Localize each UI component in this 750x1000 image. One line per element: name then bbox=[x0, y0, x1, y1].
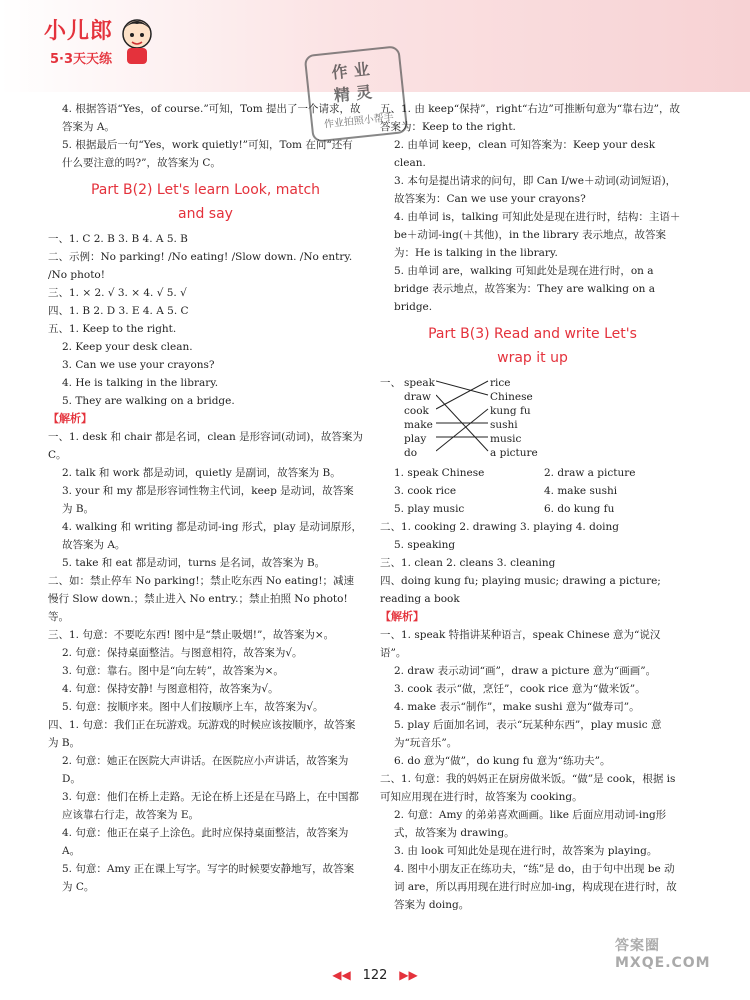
section-title-line: Part B(3) Read and write Let's bbox=[428, 326, 637, 342]
analysis-line: 三、1. 句意：不要吃东西! 图中是“禁止吸烟!”，故答案为×。 bbox=[48, 629, 335, 641]
answer-item: 2. draw a picture bbox=[544, 467, 636, 479]
answer-line: 三、1. × 2. √ 3. × 4. √ 5. √ bbox=[48, 287, 187, 299]
match-left-word: make bbox=[404, 419, 433, 431]
analysis-line: 3. 句意：靠右。图中是“向左转”，故答案为×。 bbox=[62, 665, 284, 677]
match-left-word: draw bbox=[404, 391, 431, 403]
match-right-word: rice bbox=[490, 377, 511, 389]
answer-line: 3. Can we use your crayons? bbox=[62, 359, 215, 371]
answer-line: 四、1. B 2. D 3. E 4. A 5. C bbox=[48, 305, 189, 317]
matching-prefix: 一、 bbox=[380, 377, 401, 389]
answer-line: 4. He is talking in the library. bbox=[62, 377, 219, 389]
analysis-line: 4. walking 和 writing 都是动词-ing 形式，play 是动词原形，故答案为 A。 bbox=[62, 521, 362, 551]
section-title-line: wrap it up bbox=[497, 350, 568, 366]
analysis-line: 一、1. desk 和 chair 都是名词，clean 是形容词(动词)，故答案为 C。 bbox=[48, 431, 363, 461]
answer-line bbox=[380, 464, 685, 482]
analysis-line: 2. 句意：保持桌面整洁。与图意相符，故答案为√。 bbox=[62, 647, 303, 659]
analysis-line: 3. 句意：他们在桥上走路。无论在桥上还是在马路上，在中国都应该靠右行走，故答案为 E。 bbox=[62, 791, 359, 821]
answer-line: 三、1. clean 2. cleans 3. cleaning bbox=[380, 557, 556, 569]
analysis-line: 2. talk 和 work 都是动词，quietly 是副词，故答案为 B。 bbox=[62, 467, 341, 479]
analysis-line: 2. 句意：Amy 的弟弟喜欢画画。like 后面应用动词-ing形式，故答案为 drawing。 bbox=[394, 809, 667, 839]
analysis-line: 4. 句意：他正在桌子上涂色。此时应保持桌面整洁，故答案为 A。 bbox=[62, 827, 349, 857]
right-column bbox=[380, 100, 685, 914]
prev-page-arrows: ◀◀ bbox=[332, 968, 351, 982]
match-right-word: a picture bbox=[490, 447, 538, 459]
match-right-word: kung fu bbox=[490, 405, 531, 417]
analysis-line: 4. make 表示“制作”，make sushi 意为“做寿司”。 bbox=[394, 701, 640, 713]
analysis-line: 二、如：禁止停车 No parking!；禁止吃东西 No eating!；减速慢行 Slow down.；禁止进入 No entry.；禁止拍照 No photo! 等。 bbox=[48, 575, 355, 623]
match-left-word: cook bbox=[404, 405, 429, 417]
analysis-line: 5. take 和 eat 都是动词，turns 是名词，故答案为 B。 bbox=[62, 557, 326, 569]
analysis-line: 3. 本句是提出请求的问句，即 Can I/we＋动词(动词短语)，故答案为：Can we use your crayons? bbox=[394, 175, 677, 205]
section-title-line: Part B(2) Let's learn Look, match bbox=[90, 182, 321, 198]
section-title-b2 bbox=[48, 178, 363, 226]
answer-line: 5. 根据最后一句“Yes，work quietly!”可知，Tom 在问“还有什么要注意的吗?”，故答案为 C。 bbox=[62, 139, 353, 169]
answer-line: 五、1. Keep to the right. bbox=[48, 323, 177, 335]
stamp-line-3: 作业拍照小帮手 bbox=[323, 112, 395, 131]
analysis-line: 5. play 后面加名词，表示“玩某种东西”，play music 意为“玩音乐”。 bbox=[394, 719, 662, 749]
analysis-line: 4. 句意：保持安静! 与图意相符，故答案为√。 bbox=[62, 683, 279, 695]
matching-diagram bbox=[380, 374, 685, 458]
match-left-word: speak bbox=[404, 377, 435, 389]
answer-item: 5. play music bbox=[394, 503, 465, 515]
next-page-arrows: ▶▶ bbox=[399, 968, 418, 982]
answer-item: 6. do kung fu bbox=[544, 503, 615, 515]
answer-line: 5. They are walking on a bridge. bbox=[62, 395, 235, 407]
stamp-line-2: 精灵 bbox=[333, 81, 379, 106]
analysis-line: 4. 图中小朋友正在练功夫，“练”是 do，由于句中出现 be 动词 are，所以再用现在进行时应加-ing，构成现在进行时，故答案为 doing。 bbox=[394, 863, 677, 911]
analysis-line: 2. draw 表示动词“画”，draw a picture 意为“画画”。 bbox=[394, 665, 657, 677]
answer-item: 3. cook rice bbox=[394, 485, 457, 497]
analysis-line: 2. 由单词 keep，clean 可知答案为：Keep your desk clean. bbox=[394, 139, 656, 169]
answer-line: 四、doing kung fu; playing music; drawing a picture; reading a book bbox=[380, 575, 661, 605]
left-column bbox=[48, 100, 363, 896]
analysis-line: 3. cook 表示“做，烹饪”，cook rice 意为“做米饭”。 bbox=[394, 683, 646, 695]
section-title-b3 bbox=[380, 322, 685, 370]
analysis-line: 3. your 和 my 都是形容词性物主代词，keep 是动词，故答案为 B。 bbox=[62, 485, 354, 515]
analysis-line: 5. 由单词 are，walking 可知此处是现在进行时，on a bridge 表示地点，故答案为：They are walking on a bridge. bbox=[394, 265, 656, 313]
analysis-line: 二、1. 句意：我的妈妈正在厨房做米饭。“做”是 cook，根据 is 可知应用现在进行时，故答案为 cooking。 bbox=[380, 773, 676, 803]
analysis-line: 五、1. 由 keep“保持”，right“右边”可推断句意为“靠右边”，故答案为：Keep to the right. bbox=[380, 103, 680, 133]
analysis-line: 5. 句意：Amy 正在课上写字。写字的时候要安静地写，故答案为 C。 bbox=[62, 863, 355, 893]
answer-line: 2. Keep your desk clean. bbox=[62, 341, 193, 353]
stamp-line-1: 作业 bbox=[330, 58, 377, 83]
match-right-word: Chinese bbox=[490, 391, 533, 403]
answer-line: 4. 根据答语“Yes，of course.”可知，Tom 提出了一个请求，故答案为 A。 bbox=[62, 103, 361, 133]
analysis-line: 3. 由 look 可知此处是现在进行时，故答案为 playing。 bbox=[394, 845, 658, 857]
answer-item: 1. speak Chinese bbox=[394, 467, 485, 479]
answer-item: 4. make sushi bbox=[544, 485, 618, 497]
answer-line: 二、1. cooking 2. drawing 3. playing 4. doing bbox=[380, 521, 619, 533]
mascot-icon bbox=[118, 16, 156, 66]
analysis-heading: 【解析】 bbox=[380, 610, 424, 623]
analysis-line: 6. do 意为“做”，do kung fu 意为“练功夫”。 bbox=[394, 755, 611, 767]
analysis-heading: 【解析】 bbox=[48, 412, 92, 425]
analysis-line: 一、1. speak 特指讲某种语言，speak Chinese 意为“说汉语”。 bbox=[380, 629, 661, 659]
answer-line: 一、1. C 2. B 3. B 4. A 5. B bbox=[48, 233, 188, 245]
answer-line bbox=[380, 500, 685, 518]
analysis-line: 四、1. 句意：我们正在玩游戏。玩游戏的时候应该按顺序，故答案为 B。 bbox=[48, 719, 356, 749]
page-number: 122 bbox=[362, 968, 388, 983]
analysis-line: 5. 句意：按顺序来。图中人们按顺序上车，故答案为√。 bbox=[62, 701, 324, 713]
match-lines bbox=[436, 374, 490, 458]
match-left-word: play bbox=[404, 433, 427, 445]
section-title-line: and say bbox=[178, 206, 233, 222]
answer-line: 5. speaking bbox=[394, 539, 456, 551]
match-right-word: sushi bbox=[490, 419, 518, 431]
analysis-line: 4. 由单词 is，talking 可知此处是现在进行时，结构：主语＋be＋动词-ing(＋其他)，in the library 表示地点，故答案为：He is talking in the library. bbox=[394, 211, 681, 259]
site-watermark: 答案圈 MXQE.COM bbox=[615, 938, 711, 971]
brand-subtitle: 5·3天天练 bbox=[50, 52, 113, 67]
match-left-word: do bbox=[404, 447, 418, 459]
brand-logo: 小儿郎 bbox=[44, 19, 114, 44]
answer-line bbox=[380, 482, 685, 500]
match-right-word: music bbox=[490, 433, 522, 445]
analysis-line: 2. 句意：她正在医院大声讲话。在医院应小声讲话，故答案为 D。 bbox=[62, 755, 349, 785]
answer-line: 二、示例：No parking! /No eating! /Slow down. /No entry. /No photo! bbox=[48, 251, 353, 281]
